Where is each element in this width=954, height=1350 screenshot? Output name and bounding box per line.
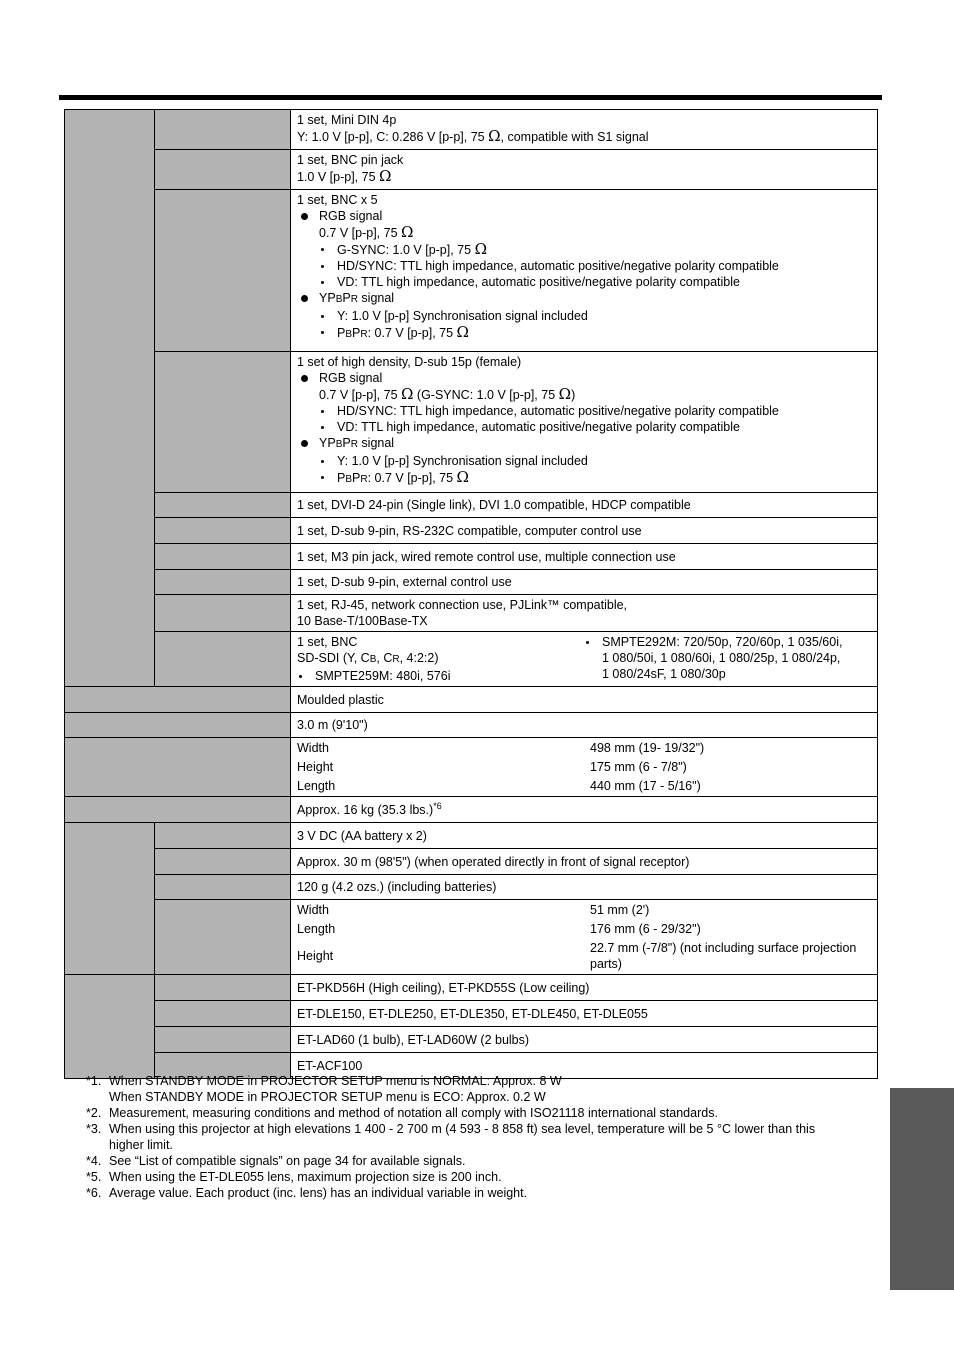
list-item: G-SYNC: 1.0 V [p-p], 75 Ω: [319, 241, 871, 258]
list-item: SMPTE292M: 720/50p, 720/60p, 1 035/60i, 1 080/50i, 1 080/60i, 1 080/25p, 1 080/24p, 1 080/24sF, 1 080/30p: [584, 634, 871, 682]
ohm-symbol: Ω: [558, 385, 572, 403]
cabinet-label-cell: [65, 687, 291, 713]
table-row: [65, 849, 878, 875]
table-row: [65, 518, 878, 544]
footnote: *1. When STANDBY MODE in PROJECTOR SETUP menu is NORMAL: Approx. 8 W When STANDBY MODE in PROJECTOR SETUP menu is ECO: Approx. 0.2 W: [86, 1074, 562, 1104]
table-row: [65, 1027, 878, 1053]
ohm-symbol: Ω: [401, 385, 414, 403]
opt-lens-label-cell: [155, 1001, 291, 1027]
remote-weight-label-cell: [155, 875, 291, 900]
table-row: [65, 632, 878, 687]
cabinet-value: Moulded plastic: [291, 687, 878, 713]
rgb2-value: 1 set of high density, D-sub 15p (female) RGB signal 0.7 V [p-p], 75 Ω (G-SYNC: 1.0 V [p-p], 75 Ω) HD/SYNC: TTL high impedance, automatic positive/negative polarity compatible VD: TTL high impedance, automatic positive/negative polarity compatible YPBPR signal Y: 1.0 V [p-p] Synchronisation signal included PBPR: 0.7 V [p-p], 75 Ω: [291, 352, 878, 493]
remote-value: 1 set, M3 pin jack, wired remote control use, multiple connection use: [291, 544, 878, 570]
dimensions-value: Width 498 mm (19- 19/32") Height 175 mm (6 - 7/8") Length 440 mm (17 - 5/16"): [291, 738, 878, 797]
remote-power-value: 3 V DC (AA battery x 2): [291, 823, 878, 849]
table-row: [65, 595, 878, 632]
dvi-label-cell: [155, 493, 291, 518]
footnote: *2. Measurement, measuring conditions and method of notation all comply with ISO21118 international standards.: [86, 1106, 718, 1120]
rgb2-label-cell: [155, 352, 291, 493]
ohm-symbol: Ω: [456, 468, 469, 486]
spec-table: [64, 109, 878, 1079]
weight-value: Approx. 16 kg (35.3 lbs.)$^{*6}$: [291, 797, 878, 823]
remote-range-label-cell: [155, 849, 291, 875]
list-item: VD: TTL high impedance, automatic positive/negative polarity compatible: [319, 419, 871, 435]
video-label-cell: [155, 150, 291, 190]
rgb1-value: 1 set, BNC x 5 RGB signal 0.7 V [p-p], 75 Ω G-SYNC: 1.0 V [p-p], 75 Ω HD/SYNC: TTL high impedance, automatic positive/negative polarity compatible VD: TTL high impedance, automatic positive/negative polarity compatible YPBPR signal Y: 1.0 V [p-p] Synchronisation signal included PBPR: 0.7 V [p-p], 75 Ω: [291, 190, 878, 352]
serial-value: 1 set, D-sub 9-pin, RS-232C compatible, computer control use: [291, 518, 878, 544]
list-item: RGB signal: [297, 370, 871, 386]
opt-mount-value: ET-PKD56H (High ceiling), ET-PKD55S (Low ceiling): [291, 975, 878, 1001]
ohm-symbol: Ω: [401, 223, 414, 241]
dvi-value: 1 set, DVI-D 24-pin (Single link), DVI 1.0 compatible, HDCP compatible: [291, 493, 878, 518]
remote-group-cell: [65, 823, 155, 975]
opt-filter-value: ET-ACF100: [291, 1053, 878, 1079]
opt-lens-value: ET-DLE150, ET-DLE250, ET-DLE350, ET-DLE450, ET-DLE055: [291, 1001, 878, 1027]
rgb1-label-cell: [155, 190, 291, 352]
lan-value: 1 set, RJ-45, network connection use, PJLink™ compatible, 10 Base-T/100Base-TX: [291, 595, 878, 632]
ohm-symbol: Ω: [379, 167, 392, 185]
weight-label-cell: [65, 797, 291, 823]
list-item: Y: 1.0 V [p-p] Synchronisation signal included: [319, 453, 871, 469]
remote-dimensions-label-cell: [155, 900, 291, 975]
footnote: *5. When using the ET-DLE055 lens, maximum projection size is 200 inch.: [86, 1170, 502, 1184]
footnote: *3. When using this projector at high elevations 1 400 - 2 700 m (4 593 - 8 858 ft) sea level, temperature will be 5 °C lower than this higher limit.: [86, 1122, 816, 1152]
external-label-cell: [155, 570, 291, 595]
table-row: [65, 823, 878, 849]
video-value: 1 set, BNC pin jack 1.0 V [p-p], 75 Ω: [291, 150, 878, 190]
terminals-group-cell: [65, 110, 155, 687]
list-item: Y: 1.0 V [p-p] Synchronisation signal included: [319, 308, 871, 324]
footnote: *6. Average value. Each product (inc. lens) has an individual variable in weight.: [86, 1186, 528, 1200]
remote-range-value: Approx. 30 m (98'5") (when operated directly in front of signal receptor): [291, 849, 878, 875]
svideo-value: 1 set, Mini DIN 4p Y: 1.0 V [p-p], C: 0.286 V [p-p], 75 Ω, compatible with S1 signal: [291, 110, 878, 150]
table-row: [65, 570, 878, 595]
table-row: [65, 713, 878, 738]
cord-label-cell: [65, 713, 291, 738]
table-row: [65, 493, 878, 518]
table-row: [65, 190, 878, 352]
remote-weight-value: 120 g (4.2 ozs.) (including batteries): [291, 875, 878, 900]
list-item: HD/SYNC: TTL high impedance, automatic positive/negative polarity compatible: [319, 403, 871, 419]
list-item: PBPR: 0.7 V [p-p], 75 Ω: [319, 469, 871, 488]
list-item: VD: TTL high impedance, automatic positive/negative polarity compatible: [319, 274, 871, 290]
list-item: YPBPR signal: [297, 435, 871, 453]
footnote: *4. See “List of compatible signals” on page 34 for available signals.: [86, 1154, 466, 1168]
table-row: [65, 738, 878, 797]
list-item: SMPTE259M: 480i, 576i: [297, 668, 584, 684]
options-group-cell: [65, 975, 155, 1079]
table-row: [65, 150, 878, 190]
section-side-tab: [890, 1088, 954, 1290]
dimensions-label-cell: [65, 738, 291, 797]
sdi-label-cell: [155, 632, 291, 687]
cord-value: 3.0 m (9'10"): [291, 713, 878, 738]
table-row: [65, 1001, 878, 1027]
table-row: [65, 875, 878, 900]
list-item: PBPR: 0.7 V [p-p], 75 Ω: [319, 324, 871, 343]
footnotes: [86, 1073, 846, 1201]
lan-label-cell: [155, 595, 291, 632]
table-row: [65, 352, 878, 493]
external-value: 1 set, D-sub 9-pin, external control use: [291, 570, 878, 595]
opt-lamp-label-cell: [155, 1027, 291, 1053]
sdi-value: 1 set, BNC SD-SDI (Y, CB, CR, 4:2:2) SMPTE259M: 480i, 576i SMPTE292M: 720/50p, 720/60p, 1 035/60i, 1 080/50i, 1 080/60i, 1 080/25p, 1 080/24p, 1 080/24sF, 1 080/30p: [291, 632, 878, 687]
serial-label-cell: [155, 518, 291, 544]
header-rule: [59, 95, 882, 100]
ohm-symbol: Ω: [488, 127, 501, 145]
ohm-symbol: Ω: [474, 240, 487, 258]
remote-power-label-cell: [155, 823, 291, 849]
opt-mount-label-cell: [155, 975, 291, 1001]
list-item: HD/SYNC: TTL high impedance, automatic positive/negative polarity compatible: [319, 258, 871, 274]
table-row: [65, 975, 878, 1001]
remote-dimensions-value: Width 51 mm (2') Length 176 mm (6 - 29/32") Height 22.7 mm (-7/8") (not including surface projection parts): [291, 900, 878, 975]
table-row: [65, 797, 878, 823]
table-row: [65, 687, 878, 713]
table-row: [65, 544, 878, 570]
table-row: [65, 900, 878, 975]
remote-label-cell: [155, 544, 291, 570]
svideo-label-cell: [155, 110, 291, 150]
list-item: RGB signal: [297, 208, 871, 224]
ohm-symbol: Ω: [456, 323, 469, 341]
list-item: YPBPR signal: [297, 290, 871, 308]
opt-lamp-value: ET-LAD60 (1 bulb), ET-LAD60W (2 bulbs): [291, 1027, 878, 1053]
table-row: [65, 110, 878, 150]
